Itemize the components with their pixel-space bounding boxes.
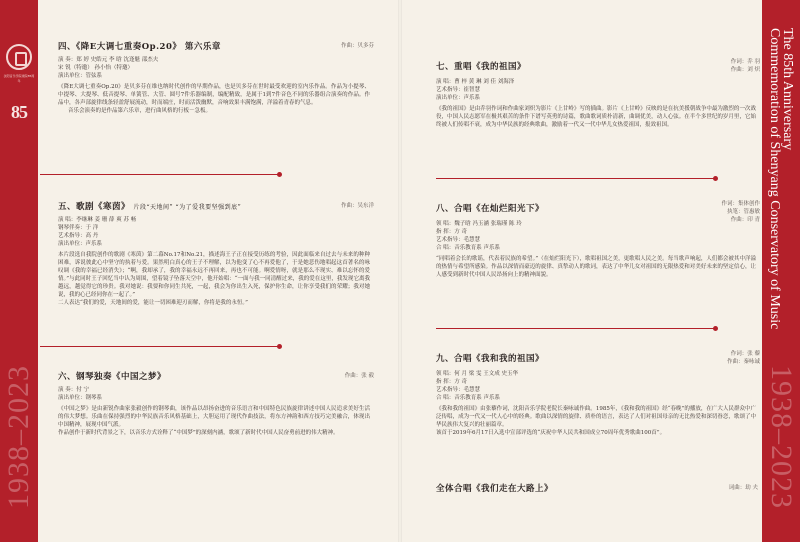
- program-description: 《降E大调七重奏Op.20》是贝多芬在维也纳时代创作的早期作品，也是贝多芬在世时最受欢迎的室内乐作品。作品为小提琴、中提琴、大提琴、低音提琴、单簧管、大管、圆号7件乐器编制，编配精致，是属于1到7件音色不同的乐器组合演奏的作品。作品中，各声部旋律线条轻盈舒展流动，时而端庄，时而活泼幽默，音响效果丰满饱满，洋溢着青春的气息。: [58, 84, 370, 106]
- composer: 词曲：劫 夫: [728, 485, 758, 491]
- section-divider: [436, 178, 716, 179]
- logo-caption: 沈阳音乐学院建院85周年: [3, 74, 35, 83]
- credits: [721, 200, 760, 224]
- right-years: 1938–2023: [765, 365, 798, 509]
- section-divider: [40, 346, 280, 347]
- composer: 作曲：刘 炽: [730, 67, 760, 73]
- composer: 作曲：张 毅: [344, 373, 374, 379]
- program-title: 四、《降E大调七重奏Op.20》 第六乐章: [58, 42, 221, 52]
- credits: [727, 350, 760, 366]
- program-description: 本片段选自我院创作的歌剧《寒茵》第二幕No.17和No.21，描述海王子正在接受历练的考验，因此面临来自过去与未来的种种困难，诉说彼此心中坚守的执着与爱。果然明白真心的王子不理解，以为他变了心不再爱他了，于是她悲伤地唱起这首著名的咏叹调《我的幸福已经消失》；“啊，我却承了，我的幸福永远不再回来，再也不可能。啊爱情呀，就是那么不现实、难以忘怀的爱情。”与此同时王子回忆当中认为周围，望着镜子坠落天空中，他开始唱：“一面与我一同清醒过来，我的爱在这里，我发现它离我越远，越觉得它的珍贵。我对她说：我要和你同生共死，一起，我会为你出生入死，保护你生命，让你享受我们的荣耀；我对她说，我的心已经同你在一起了。”: [58, 252, 370, 298]
- composer: 作曲：秦咏诚: [726, 359, 760, 365]
- performer-line: 艺术指导：崔智慧: [436, 87, 481, 93]
- program-title: 七、重唱《我的祖国》: [436, 62, 527, 72]
- divider-dot-icon: [277, 344, 282, 349]
- program-item-7: [436, 59, 760, 129]
- performer-unit: 演出单位：声乐系: [58, 241, 103, 247]
- left-years: 1938–2023: [2, 365, 35, 509]
- program-description: 《我的祖国》是由乔羽作词和作曲家刘炽为影片《上甘岭》写的插曲。影片《上甘岭》反映的是在抗美援朝战争中最为激烈的一次战役，中国人民志愿军在极其艰苦的条件下谱写英勇的诗篇，歌曲歌词质朴清新，曲调优美，动人心弦。在半个多世纪的岁月里，它始终被人们传唱不衰，成为中华民族的经典歌曲，激励着一代又一代中华儿女热爱祖国，报效祖国。: [436, 106, 756, 128]
- divider-dot-icon: [713, 176, 718, 181]
- section-divider: [40, 174, 280, 175]
- program-title: [58, 200, 358, 212]
- composer: 作曲：吴东洋: [340, 203, 374, 209]
- performer-line: 演 奏：付 宁: [58, 387, 89, 393]
- program-description-2: 作品创作于新时代背景之下，以音乐方式诠释了“中国梦”的深刻内涵，歌颂了新时代中国人民奋勇前进的伟大精神。: [58, 430, 339, 436]
- performer-line: 艺术指导：毛慧慧: [436, 387, 481, 393]
- performer-line: 领 唱：何 月 梁 雯 王文成 史玉华: [436, 371, 518, 377]
- program-description: “同唱着会长的歌谣，代表着民族的希望。”（在灿烂阳光下），歌唱祖国之美，更歌唱人民之美。每当歌声响起，人们都会被其中洋溢的热情与希望所感染。作品以深情而豪迈的旋律、真挚动人的歌词，表达了中华儿女对祖国的无限热爱和对美好未来的坚定信心，让人感受到新时代中国人民昂扬向上的精神面貌。: [436, 256, 756, 278]
- performer-unit: 演出单位：声乐系: [436, 95, 481, 101]
- divider-dot-icon: [713, 326, 718, 331]
- program-item-9: [436, 351, 760, 437]
- program-item-8: [436, 201, 760, 279]
- program-title-main: 五、歌剧《寒茵》: [58, 202, 131, 212]
- left-red-band: [0, 0, 38, 542]
- program-item-6: [58, 370, 374, 437]
- performer-line: 演 唱：李继琳 姜 珊 薛 爽 苏 畅: [58, 217, 137, 223]
- anniversary-title-line2: Commemoration of Shenyang Conservatory of Music: [767, 28, 782, 330]
- program-finale: [436, 482, 756, 494]
- program-title: 六、钢琴独奏《中国之梦》: [58, 372, 167, 382]
- program-description-2: 该首于2019年6月17日入选中宣部评选的“庆祝中华人民共和国成立70周年优秀歌曲100首”。: [436, 430, 666, 436]
- program-title: 八、合唱《在灿烂阳光下》: [436, 204, 545, 214]
- program-description-2: 二人表达“我们的爱，天地间的爱，能让一切困难迎刃而解，你将是我的永恒。”: [58, 300, 248, 306]
- performer-line: 领 唱：魏子晗 冯玉涵 张瑞瑾 陈 玲: [436, 221, 522, 227]
- program-title: 九、合唱《我和我的祖国》: [436, 354, 545, 364]
- program-item-5: [58, 200, 374, 307]
- divider-dot-icon: [277, 172, 282, 177]
- performer-line: 演 奏：郑 婷 史皓元 李 晗 沈逢魁 邵杰夫: [58, 57, 159, 63]
- anniversary-title-line1: The 85th Anniversary: [780, 28, 795, 151]
- program-description: 《中国之梦》是由新锐作曲家张毅创作的钢琴曲，该作品以昂扬奋进的音乐语言和中国特色民族旋律讲述中国人民追求美好生活的伟大梦想。乐曲在保持强烈的中华民族音乐风格基础上，大胆运用了现代作曲技法，将东方神韵和西方技巧完美融合，体现出中国精神，展现中国气派。: [58, 406, 370, 428]
- performer-unit: 合 唱：音乐教育系 声乐系: [436, 395, 500, 401]
- performer-line: 宋 锐（特邀） 孙小怡（特邀）: [58, 65, 133, 71]
- program-description-2: 音乐会演奏的是作品第六乐章，进行曲风格的行板－急板。: [68, 108, 212, 114]
- performer-line: 指 挥：方 奇: [436, 229, 467, 235]
- composer: 作曲：贝多芬: [340, 43, 374, 49]
- book-gutter: [398, 0, 402, 542]
- lyricist: 作词：张 藜: [730, 351, 760, 357]
- performer-unit: 合 唱：音乐教育系 声乐系: [436, 245, 500, 251]
- section-divider: [436, 328, 716, 329]
- program-item-4: [58, 40, 374, 115]
- performer-line: 钢琴伴奏：于 洋: [58, 225, 99, 231]
- performer-line: 指 挥：方 奇: [436, 379, 467, 385]
- composer: 作曲：印 青: [730, 217, 760, 223]
- conservatory-logo-icon: [6, 44, 32, 70]
- program-description: 《我和我的祖国》由张藜作词，沈阳音乐学院老院长秦咏诚作曲。1985年，《我和我的祖国》经“春晚”的播放，在广大人民群众中广泛传唱，成为一代又一代人心中的经典。歌曲以深情的旋律、质朴的语言，表达了人们对祖国母亲的无比热爱和深切眷恋，歌颂了中华民族伟大复兴的壮丽篇章。: [436, 406, 756, 428]
- lyricist: 作词：乔 羽: [730, 59, 760, 65]
- performer-unit: 演出单位：管弦系: [58, 73, 103, 79]
- logo-85: 85: [11, 102, 27, 122]
- right-page: [400, 0, 800, 542]
- writer: 执笔：管惠敏: [726, 209, 760, 215]
- performer-line: 演 唱：曹 梓 黄 琳 刘 佳 刘海泽: [436, 79, 515, 85]
- performer-unit: 演出单位：钢琴系: [58, 395, 103, 401]
- performer-line: 艺术指导：毛慧慧: [436, 237, 481, 243]
- lyricist: 作词：集体创作: [721, 201, 760, 207]
- credits: [731, 58, 760, 74]
- program-title: 全体合唱《我们走在大路上》: [436, 484, 554, 494]
- program-title-sub: 片段“天地间” “为了爱我要坚强到底”: [133, 204, 242, 211]
- performer-line: 艺术指导：高 丹: [58, 233, 99, 239]
- right-red-band: [762, 0, 800, 542]
